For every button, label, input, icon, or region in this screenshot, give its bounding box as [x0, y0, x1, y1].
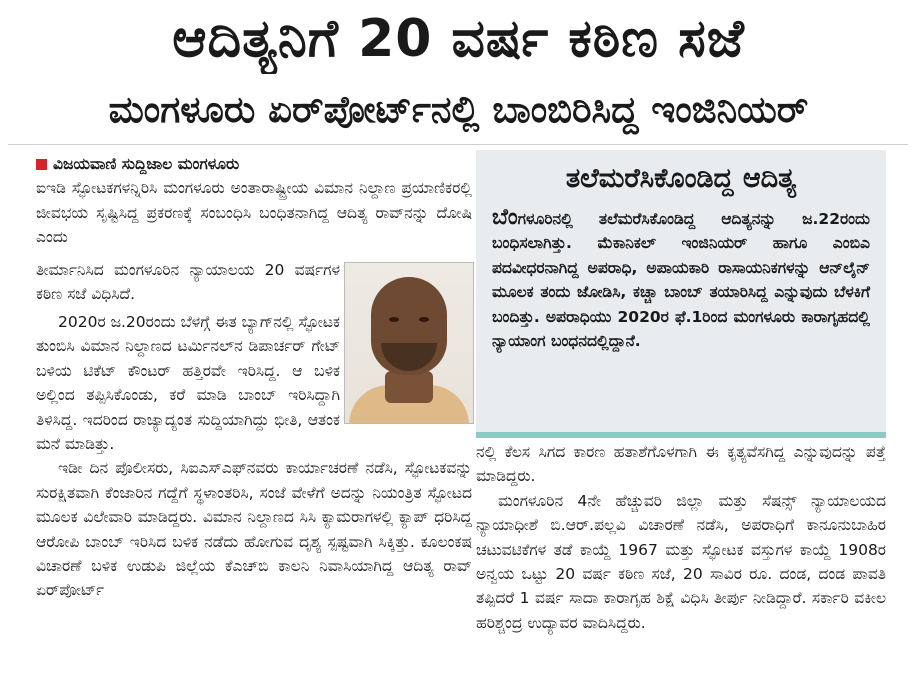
- paragraph-sentence: ಮಂಗಳೂರಿನ 4ನೇ ಹೆಚ್ಚುವರಿ ಜಿಲ್ಲಾ ಮತ್ತು ಸೆಷನ್ಸ್ ನ್ಯಾಯಾಲಯದ ನ್ಯಾಯಾಧೀಶೆ ಬಿ.ಆರ್.ಪಲ್ಲವಿ ವಿಚಾರಣೆ ನಡೆಸಿ, ಅಪರಾಧಿಗೆ ಕಾನೂನುಬಾಹಿರ ಚಟುವಟಿಕೆಗಳ ತಡೆ ಕಾಯ್ದೆ 1967 ಮತ್ತು ಸ್ಫೋಟಕ ವಸ್ತುಗಳ ಕಾಯ್ದೆ 1908ರ ಅನ್ವಯ ಒಟ್ಟು 20 ವರ್ಷ ಕಠಿಣ ಸಜೆ, 20 ಸಾವಿರ ರೂ. ದಂಡ, ದಂಡ ಪಾವತಿ ತಪ್ಪಿದರೆ 1 ವರ್ಷ ಸಾದಾ ಕಾರಾಗೃಹ ಶಿಕ್ಷೆ ವಿಧಿಸಿ ತೀರ್ಪು ನೀಡಿದ್ದಾರೆ. ಸರ್ಕಾರಿ ವಕೀಲ ಹರಿಶ್ಚಂದ್ರ ಉದ್ಯಾವರ ವಾದಿಸಿದ್ದರು.: [476, 491, 886, 632]
- paragraph-motive: ನಲ್ಲಿ ಕೆಲಸ ಸಿಗದ ಕಾರಣ ಹತಾಶೆಗೊಳಗಾಗಿ ಈ ಕೃತ್ಯವೆಸಗಿದ್ದ ಎನ್ನುವುದನ್ನು ಪತ್ತೆ ಮಾಡಿದ್ದರು.: [476, 443, 886, 486]
- paragraph-incident: 2020ರ ಜ.20ರಂದು ಬೆಳಗ್ಗೆ ಈತ ಬ್ಯಾಗ್‌ನಲ್ಲಿ ಸ್ಫೋಟಕ ತುಂಬಿಸಿ ವಿಮಾನ ನಿಲ್ದಾಣದ ಟರ್ಮಿನಲ್‌ನ ಡಿಪಾರ್ಚರ್ ಗೇಟ್ ಬಳಿಯ ಟಿಕೆಟ್ ಕೌಂಟರ್ ಹತ್ತಿರವೇ ಇರಿಸಿದ್ದ. ಆ ಬಳಿಕ ಅಲ್ಲಿಂದ ತಪ್ಪಿಸಿಕೊಂಡು, ಕರೆ ಮಾಡಿ ಬಾಂಬ್ ಇರಿಸಿದ್ದಾಗಿ ತಿಳಿಸಿದ್ದ. ಇದರಿಂದ ರಾಜ್ಯಾದ್ಯಂತ ಸುದ್ದಿಯಾಗಿದ್ದು ಭೀತಿ, ಆತಂಕ ಮನೆ ಮಾಡಿತ್ತು.: [36, 313, 340, 454]
- box-text: ಗಳೂರಿನಲ್ಲಿ ತಲೆಮರೆಸಿಕೊಂಡಿದ್ದ ಆದಿತ್ಯನನ್ನು ಜ.22ರಂದು ಬಂಧಿಸಲಾಗಿತ್ತು. ಮೆಕಾನಿಕಲ್ ಇಂಜಿನಿಯರ್ ಹಾಗೂ ಎಂಬಿಎ ಪದವೀಧರನಾಗಿದ್ದ ಅಪರಾಧಿ, ಅಪಾಯಕಾರಿ ರಾಸಾಯನಿಕಗಳನ್ನು ಆನ್‌ಲೈನ್ ಮೂಲಕ ತಂದು ಜೋಡಿಸಿ, ಕಚ್ಚಾ ಬಾಂಬ್ ತಯಾರಿಸಿದ್ದ ಎನ್ನುವುದು ಬೆಳಕಿಗೆ ಬಂದಿತ್ತು. ಅಪರಾಧಿಯು 2020ರ ಫೆ.1ರಿಂದ ಮಂಗಳೂರು ಕಾರಾಗೃಹದಲ್ಲಿ ನ್ಯಾಯಾಂಗ ಬಂಧನದಲ್ಲಿದ್ದಾನೆ.: [492, 210, 870, 351]
- box-dropcap: ಬೆಂ: [492, 205, 518, 230]
- subheadline: ಮಂಗಳೂರು ಏರ್‌ಪೋರ್ಟ್‌ನಲ್ಲಿ ಬಾಂಬಿರಿಸಿದ್ದ ಇಂಜಿನಿಯರ್: [108, 88, 809, 131]
- paragraph-intro: ಐಇಡಿ ಸ್ಫೋಟಕಗಳನ್ನಿರಿಸಿ ಮಂಗಳೂರು ಅಂತಾರಾಷ್ಟ್ರೀಯ ವಿಮಾನ ನಿಲ್ದಾಣ ಪ್ರಯಾಣಿಕರಲ್ಲಿ ಜೀವಭಯ ಸೃಷ್ಟಿಸಿದ್ದ ಪ್ರಕರಣಕ್ಕೆ ಸಂಬಂಧಿಸಿ ಬಂಧಿತನಾಗಿದ್ದ ಆದಿತ್ಯ ರಾವ್‌ನನ್ನು ದೋಷಿ ಎಂದು: [36, 179, 472, 247]
- headline: ಆದಿತ್ಯನಿಗೆ 20 ವರ್ಷ ಕಠಿಣ ಸಜೆ: [172, 9, 745, 69]
- byline-text: ವಿಜಯವಾಣಿ ಸುದ್ದಿಜಾಲ ಮಂಗಳೂರು: [53, 155, 240, 173]
- box-title: ತಲೆಮರೆಸಿಕೊಂಡಿದ್ದ ಆದಿತ್ಯ: [565, 163, 797, 194]
- red-square-icon: [36, 159, 47, 170]
- sidebar-box: [476, 150, 886, 438]
- paragraph-verdict: ತೀರ್ಮಾನಿಸಿದ ಮಂಗಳೂರಿನ ನ್ಯಾಯಾಲಯ 20 ವರ್ಷಗಳ ಕಠಿಣ ಸಜೆ ವಿಧಿಸಿದೆ.: [36, 261, 340, 304]
- left-column-top: [36, 152, 472, 256]
- paragraph-operation: ಇಡೀ ದಿನ ಪೊಲೀಸರು, ಸಿಐಎಸ್‌ಎಫ್‌ನವರು ಕಾರ್ಯಾಚರಣೆ ನಡೆಸಿ, ಸ್ಫೋಟಕವನ್ನು ಸುರಕ್ಷಿತವಾಗಿ ಕೆಂಜಾರಿನ ಗದ್ದೆಗೆ ಸ್ಥಳಾಂತರಿಸಿ, ಸಂಜೆ ವೇಳೆಗೆ ಅದನ್ನು ನಿಯಂತ್ರಿತ ಸ್ಫೋಟದ ಮೂಲಕ ವಿಲೇವಾರಿ ಮಾಡಿದ್ದರು. ವಿಮಾನ ನಿಲ್ದಾಣದ ಸಿಸಿ ಕ್ಯಾಮರಾಗಳಲ್ಲಿ ಕ್ಯಾಪ್ ಧರಿಸಿದ್ದ ಆರೋಪಿ ಬಾಂಬ್ ಇರಿಸಿದ ಬಳಿಕ ನಡೆದು ಹೋಗುವ ದೃಶ್ಯ ಸ್ಪಷ್ಟವಾಗಿ ಸಿಕ್ಕಿತ್ತು. ಕೂಲಂಕಷ ವಿಚಾರಣೆ ಬಳಿಕ ಉಡುಪಿ ಜಿಲ್ಲೆಯ ಕೆಎಚ್‌ಬಿ ಕಾಲನಿ ನಿವಾಸಿಯಾಗಿದ್ದ ಆದಿತ್ಯ ರಾವ್ ಏರ್‌ಪೋರ್ಟ್‌: [36, 459, 472, 600]
- left-column-mid: [36, 258, 340, 312]
- left-column-body: [36, 310, 472, 688]
- byline: [36, 152, 472, 176]
- right-column-body: [476, 440, 886, 688]
- box-body: [492, 206, 870, 353]
- divider: [8, 144, 908, 145]
